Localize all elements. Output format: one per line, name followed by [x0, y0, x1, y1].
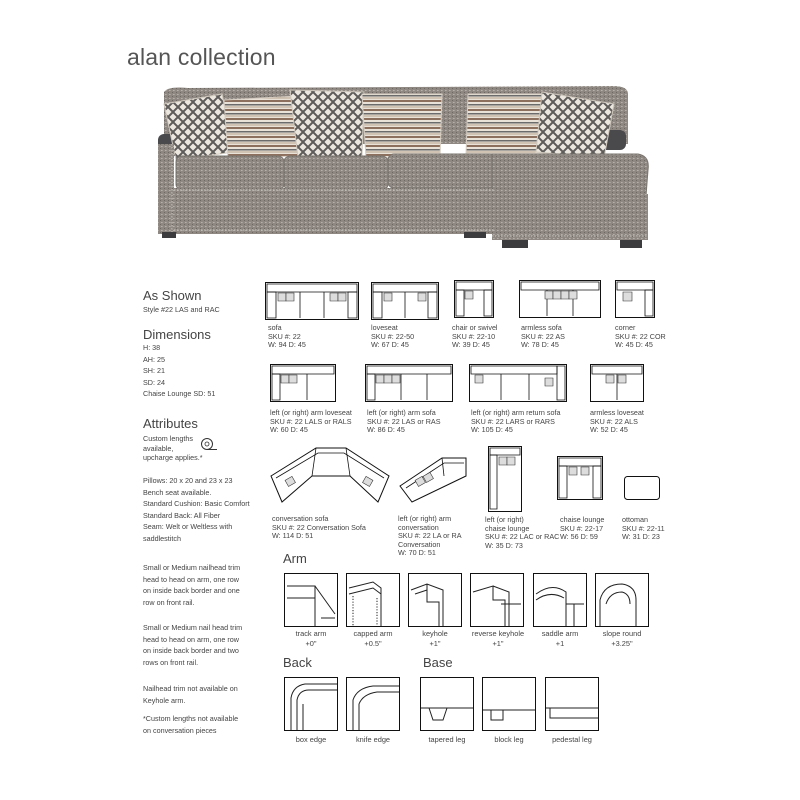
- trim-line: Small or Medium nailhead trim: [143, 563, 241, 572]
- piece-sku: SKU #: 22: [268, 331, 301, 341]
- piece-label: [452, 324, 498, 350]
- specs-list: [143, 475, 250, 545]
- armless-loveseat-diagram: [590, 364, 644, 402]
- piece-name: left (or right) arm return sofa: [471, 408, 561, 417]
- piece-name: conversation: [398, 522, 439, 532]
- custom-lengths-line: available,: [143, 443, 174, 453]
- saddle-arm-option[interactable]: [533, 573, 587, 627]
- spec-line: Bench seat available.: [143, 487, 212, 497]
- reverse-keyhole-arm-caption: [458, 629, 538, 649]
- box-edge-caption: box edge: [295, 735, 327, 744]
- arm-loveseat-diagram: [270, 364, 336, 402]
- piece-sku: SKU #: 22 Conversation Sofa: [272, 522, 366, 532]
- attributes-heading: Attributes: [143, 416, 198, 431]
- piece-label: [371, 324, 414, 350]
- chaise-diagram: [488, 446, 522, 512]
- piece-label: [622, 516, 665, 542]
- piece-label: [398, 515, 462, 558]
- reverse-keyhole-arm-icon: [471, 574, 523, 626]
- dimensions-heading: Dimensions: [143, 327, 211, 342]
- piece-sku: SKU #: 22-11: [622, 523, 665, 533]
- conversation-sofa-diagram: [270, 446, 390, 506]
- trim-line: row on front rail.: [143, 597, 195, 607]
- piece-sku: SKU #: 22 LA or RA: [398, 531, 462, 541]
- note-line: Nailhead trim not available on: [143, 684, 238, 693]
- piece-label: [268, 324, 306, 350]
- piece-name: chaise lounge: [485, 523, 530, 533]
- saddle-arm-icon: [534, 574, 586, 626]
- arm-sofa-diagram: [365, 364, 453, 402]
- page-title: alan collection: [127, 44, 276, 70]
- reverse-keyhole-arm-option[interactable]: [470, 573, 524, 627]
- piece-sku: SKU #: 22 AS: [521, 331, 565, 341]
- piece-sku: SKU #: 22 LALS or RALS: [270, 416, 352, 426]
- piece-sku: SKU #: 22 LAC or RAC: [485, 532, 560, 542]
- dimension-line: SH: 21: [143, 366, 165, 376]
- tape-measure-icon: [200, 437, 218, 451]
- dimension-line: SD: 24: [143, 377, 165, 387]
- slope-round-arm-icon: [596, 574, 648, 626]
- arm-name: capped arm: [353, 629, 393, 638]
- keyhole-note: [143, 683, 238, 706]
- saddle-arm-caption: [527, 629, 593, 649]
- dimension-line: H: 38: [143, 343, 161, 352]
- trim-line: rows on front rail.: [143, 657, 199, 667]
- piece-name: armless sofa: [521, 323, 562, 332]
- custom-lengths-line: Custom lengths: [143, 434, 193, 443]
- chair-diagram: [454, 280, 494, 318]
- tapered-leg-icon: [421, 678, 473, 730]
- piece-dims: W: 105 D: 45: [471, 425, 513, 435]
- arm-extra: +0": [305, 639, 317, 648]
- trim-line: on inside back border and two: [143, 646, 239, 656]
- keyhole-arm-option[interactable]: [408, 573, 462, 627]
- piece-dims: W: 94 D: 45: [268, 340, 306, 350]
- armless-sofa-diagram: [519, 280, 601, 318]
- trim-line: head to head on arm, one row: [143, 634, 239, 644]
- tapered-leg-option[interactable]: [420, 677, 474, 731]
- arm-heading: Arm: [283, 551, 307, 566]
- note-line: on conversation pieces: [143, 725, 217, 735]
- chaise-lounge-diagram: [557, 456, 603, 500]
- piece-dims: W: 86 D: 45: [367, 425, 405, 435]
- track-arm-option[interactable]: [284, 573, 338, 627]
- trim-line: on inside back border and one: [143, 586, 240, 596]
- piece-name: sofa: [268, 323, 282, 332]
- piece-name: left (or right) arm loveseat: [270, 408, 352, 417]
- sofa-diagram: [265, 282, 359, 320]
- piece-dims: W: 60 D: 45: [270, 425, 308, 435]
- piece-name: ottoman: [622, 515, 648, 524]
- piece-dims: W: 35 D: 73: [485, 540, 523, 550]
- tapered-leg-caption: tapered leg: [428, 735, 466, 744]
- box-edge-icon: [285, 678, 337, 730]
- spec-line: saddlestitch: [143, 533, 181, 543]
- custom-lengths-line: upcharge applies.*: [143, 453, 203, 462]
- arm-conversation-diagram: [398, 452, 468, 504]
- piece-sku: SKU #: 22 ALS: [590, 416, 638, 426]
- piece-dims: W: 45 D: 45: [615, 340, 653, 350]
- as-shown-text: Style #22 LAS and RAC: [143, 305, 220, 314]
- block-leg-caption: block leg: [494, 735, 524, 744]
- note-line: Keyhole arm.: [143, 695, 186, 705]
- piece-dims: W: 52 D: 45: [590, 425, 628, 435]
- piece-dims: W: 78 D: 45: [521, 340, 559, 350]
- trim-line: Small or Medium nail head trim: [143, 623, 243, 632]
- piece-dims: W: 31 D: 23: [622, 532, 660, 542]
- piece-label: [367, 409, 441, 435]
- as-shown-heading: As Shown: [143, 288, 202, 303]
- arm-extra: +3.25": [611, 639, 633, 648]
- spec-line: Seam: Welt or Weltless with: [143, 522, 233, 532]
- slope-round-arm-caption: [589, 629, 655, 649]
- dimension-line: Chaise Lounge SD: 51: [143, 389, 216, 399]
- custom-lengths-text: [143, 434, 203, 463]
- pedestal-leg-caption: pedestal leg: [552, 735, 592, 744]
- arm-extra: +1": [492, 639, 504, 648]
- loveseat-diagram: [371, 282, 439, 320]
- piece-sku: SKU #: 22-10: [452, 331, 496, 341]
- conversation-note: [143, 713, 238, 736]
- piece-name: loveseat: [371, 323, 398, 332]
- pedestal-leg-option[interactable]: [545, 677, 599, 731]
- corner-diagram: [615, 280, 655, 318]
- dimensions-list: [143, 342, 215, 400]
- piece-sku: SKU #: 22 LARS or RARS: [471, 416, 555, 426]
- knife-edge-caption: knife edge: [355, 735, 391, 744]
- ottoman-diagram: [624, 476, 660, 500]
- piece-dims: W: 70 D: 51: [398, 548, 436, 558]
- piece-sku: SKU #: 22-17: [560, 523, 604, 533]
- back-heading: Back: [283, 655, 312, 670]
- piece-label: [560, 516, 604, 542]
- arm-extra: +0.5": [364, 639, 382, 648]
- piece-label: [521, 324, 565, 350]
- spec-line: Standard Back: All Fiber: [143, 510, 221, 520]
- piece-label: [272, 515, 366, 541]
- piece-dims: W: 56 D: 59: [560, 532, 598, 542]
- spec-line: Pillows: 20 x 20 and 23 x 23: [143, 476, 233, 485]
- piece-name: corner: [615, 323, 636, 332]
- piece-label: [590, 409, 644, 435]
- piece-label: [270, 409, 352, 435]
- piece-sku: SKU #: 22-50: [371, 331, 415, 341]
- piece-name: conversation sofa: [272, 514, 329, 523]
- arm-extra: +1: [555, 639, 565, 648]
- box-edge-option[interactable]: [284, 677, 338, 731]
- piece-name: left (or right) arm: [398, 514, 452, 523]
- piece-name: chair or swivel: [452, 323, 498, 332]
- piece-name: left (or right): [485, 515, 524, 524]
- track-arm-icon: [285, 574, 337, 626]
- piece-name: chaise lounge: [560, 515, 605, 524]
- knife-edge-option[interactable]: [346, 677, 400, 731]
- arm-name: keyhole: [422, 629, 448, 638]
- piece-sku: SKU #: 22 LAS or RAS: [367, 416, 441, 426]
- piece-dims: W: 39 D: 45: [452, 340, 490, 350]
- pedestal-leg-icon: [546, 678, 598, 730]
- arm-extra: +1": [429, 639, 441, 648]
- slope-round-arm-option[interactable]: [595, 573, 649, 627]
- piece-dims: W: 67 D: 45: [371, 340, 409, 350]
- piece-dims: W: 114 D: 51: [272, 531, 314, 541]
- arm-name: reverse keyhole: [471, 629, 525, 638]
- block-leg-icon: [483, 678, 535, 730]
- track-arm-caption: [278, 629, 344, 649]
- arm-return-sofa-diagram: [469, 364, 567, 402]
- capped-arm-caption: [340, 629, 406, 649]
- note-line: *Custom lengths not available: [143, 714, 239, 723]
- sectional-sofa-image: [158, 82, 654, 254]
- piece-label: [485, 516, 559, 550]
- piece-sku: SKU #: 22 COR: [615, 331, 666, 341]
- arm-name: saddle arm: [541, 629, 579, 638]
- trim-option-1: [143, 562, 240, 608]
- spec-line: Standard Cushion: Basic Comfort: [143, 499, 250, 509]
- keyhole-arm-icon: [409, 574, 461, 626]
- trim-line: head to head on arm, one row: [143, 574, 239, 584]
- piece-sku: Conversation: [398, 539, 441, 549]
- piece-name: left (or right) arm sofa: [367, 408, 436, 417]
- block-leg-option[interactable]: [482, 677, 536, 731]
- arm-name: slope round: [602, 629, 642, 638]
- piece-name: armless loveseat: [590, 408, 644, 417]
- piece-label: [615, 324, 666, 350]
- piece-label: [471, 409, 560, 435]
- capped-arm-option[interactable]: [346, 573, 400, 627]
- arm-name: track arm: [295, 629, 327, 638]
- base-heading: Base: [423, 655, 453, 670]
- dimension-line: AH: 25: [143, 354, 165, 364]
- knife-edge-icon: [347, 678, 399, 730]
- capped-arm-icon: [347, 574, 399, 626]
- trim-option-2: [143, 622, 242, 668]
